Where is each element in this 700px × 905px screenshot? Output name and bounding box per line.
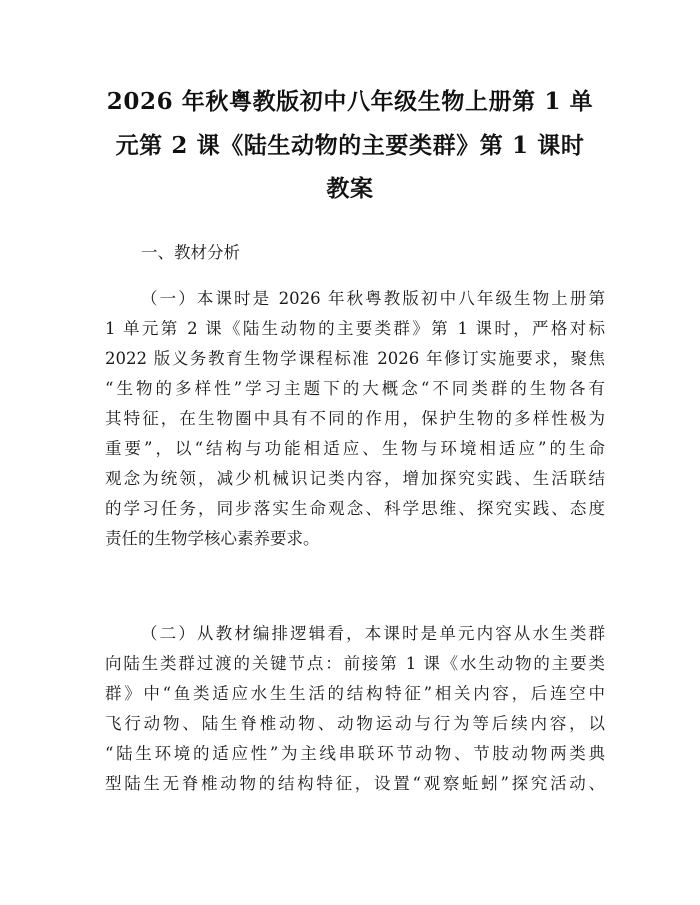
paragraph-line: “生物的多样性”学习主题下的大概念“不同类群的生物各有 <box>105 379 605 398</box>
title-line: 2026 年秋粤教版初中八年级生物上册第 1 单 <box>106 88 594 115</box>
document-title <box>100 80 600 211</box>
title-line: 教案 <box>326 175 374 202</box>
paragraph-line: 型陆生无脊椎动物的结构特征，设置“观察蚯蚓”探究活动、 <box>105 774 605 793</box>
paragraph-line: 其特征，在生物圈中具有不同的作用，保护生物的多样性极为 <box>105 409 605 428</box>
paragraph-textbook-analysis-1 <box>105 284 605 554</box>
paragraph-line: （二）从教材编排逻辑看，本课时是单元内容从水生类群 <box>141 624 605 643</box>
section-heading: 一、教材分析 <box>141 243 240 262</box>
paragraph-line: （一）本课时是 2026 年秋粤教版初中八年级生物上册第 <box>141 289 605 308</box>
paragraph-line: 向陆生类群过渡的关键节点：前接第 1 课《水生动物的主要类 <box>105 654 605 673</box>
title-line: 元第 2 课《陆生动物的主要类群》第 1 课时 <box>115 131 585 159</box>
paragraph-line: 群》中“鱼类适应水生生活的结构特征”相关内容，后连空中 <box>105 684 605 703</box>
paragraph-line: 飞行动物、陆生脊椎动物、动物运动与行为等后续内容，以 <box>105 714 605 733</box>
paragraph-textbook-analysis-2 <box>105 619 605 799</box>
paragraph-line: 2022 版义务教育生物学课程标准 2026 年修订实施要求，聚焦 <box>105 349 605 368</box>
paragraph-line: 责任的生物学核心素养要求。 <box>105 529 320 548</box>
paragraph-line: 重要”，以“结构与功能相适应、生物与环境相适应”的生命 <box>105 439 605 458</box>
paragraph-line: “陆生环境的适应性”为主线串联环节动物、节肢动物两类典 <box>105 744 605 763</box>
paragraph-line: 1 单元第 2 课《陆生动物的主要类群》第 1 课时，严格对标 <box>105 319 605 338</box>
paragraph-line: 的学习任务，同步落实生命观念、科学思维、探究实践、态度 <box>105 499 605 518</box>
paragraph-line: 观念为统领，减少机械识记类内容，增加探究实践、生活联结 <box>105 469 605 488</box>
